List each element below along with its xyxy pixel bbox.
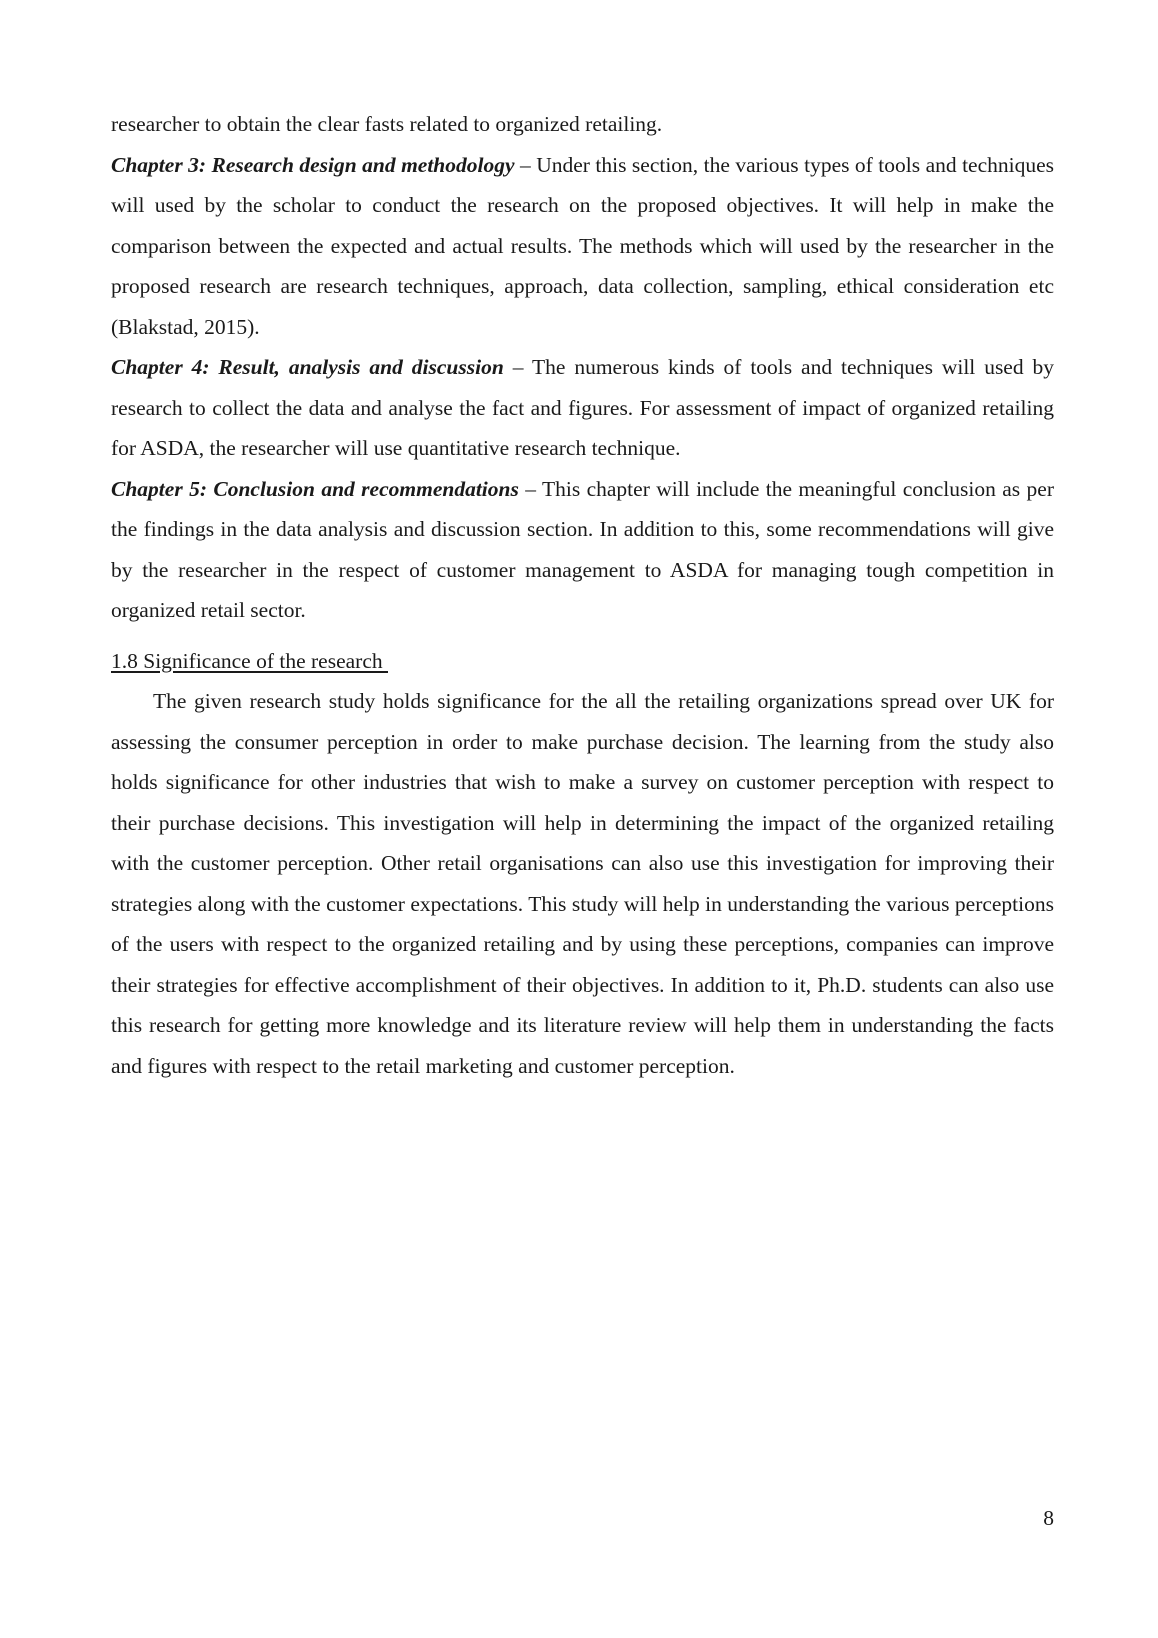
chapter-3-separator: – [514, 152, 537, 177]
continuation-paragraph: researcher to obtain the clear fasts related to organized retailing. [111, 112, 663, 136]
section-heading: 1.8 Significance of the research [111, 648, 388, 673]
chapter-5-paragraph [111, 469, 1054, 631]
section-body-paragraph: The given research study holds significance for the all the retailing organizations spread over UK for assessing the consumer perception in order to make purchase decision. The learning from the study also holds significance for other industries that wish to make a survey on customer perception with respect to their purchase decisions. This investigation will help in determining the impact of the organized retailing with the customer perception. Other retail organisations can also use this investigation for improving their strategies along with the customer expectations. This study will help in understanding the various perceptions of the users with respect to the organized retailing and by using these perceptions, companies can improve their strategies for effective accomplishment of their objectives. In addition to it, Ph.D. students can also use this research for getting more knowledge and its literature review will help them in understanding the facts and figures with respect to the retail marketing and customer perception. [111, 689, 1054, 1078]
chapter-4-title: Chapter 4: Result, analysis and discussion [111, 355, 504, 379]
chapter-5-separator: – [518, 476, 542, 501]
chapter-3-paragraph [111, 145, 1054, 348]
chapter-4-separator: – [503, 355, 532, 379]
chapter-5-text: This chapter will include the meaningful conclusion as per the findings in the data analysis and discussion section. In addition to this, some recommendations will give by the researcher in the respect of customer management to ASDA for managing tough competition in organized retail sector. [111, 476, 1054, 622]
chapter-3-title: Chapter 3: Research design and methodology [111, 152, 515, 177]
chapter-5-title: Chapter 5: Conclusion and recommendations [111, 476, 519, 501]
document-page [111, 104, 1054, 1086]
chapter-4-paragraph [111, 347, 1054, 469]
page-number: 8 [1043, 1506, 1054, 1530]
chapter-3-text: Under this section, the various types of tools and techniques will used by the scholar to conduct the research on the proposed objectives. It will help in make the comparison between the expected and actual results. The methods which will used by the researcher in the proposed research are research techniques, approach, data collection, sampling, ethical consideration etc (Blakstad, 2015). [111, 152, 1055, 339]
chapter-4-text: The numerous kinds of tools and techniques will used by research to collect the data and analyse the fact and figures. For assessment of impact of organized retailing for ASDA, the researcher will use quantitative research technique. [111, 355, 1055, 460]
